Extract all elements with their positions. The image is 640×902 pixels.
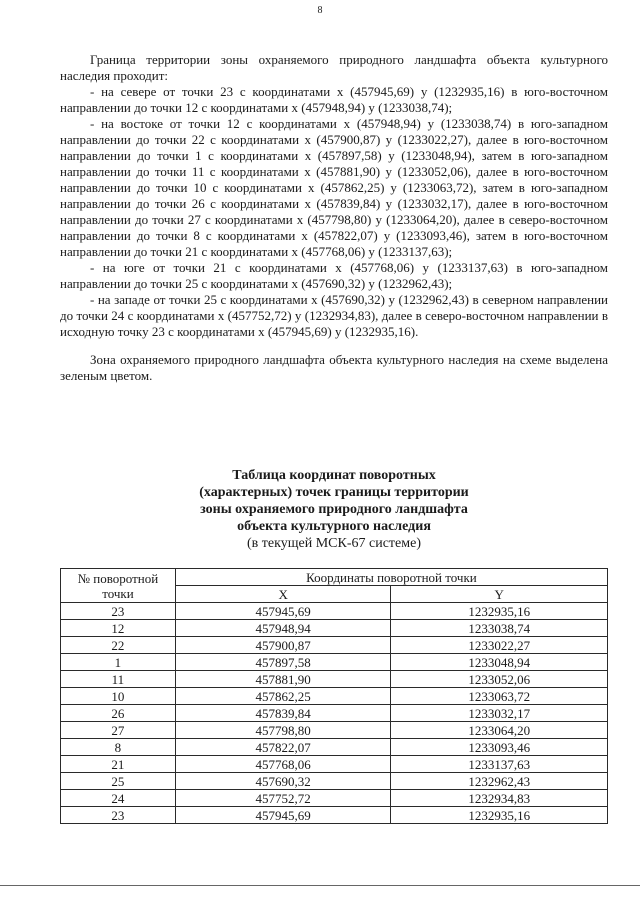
cell-point: 10 <box>61 688 176 705</box>
coordinates-table <box>60 568 608 824</box>
cell-x: 457897,58 <box>175 654 391 671</box>
page-number: 8 <box>317 5 323 16</box>
table-title <box>60 467 608 552</box>
cell-y: 1232935,16 <box>391 807 608 824</box>
table-row <box>61 790 608 807</box>
table-row <box>61 807 608 824</box>
paragraph-south: - на юге от точки 21 с координатами x (457768,06) y (1233137,63) в юго-западном направлении до точки 25 с координатами x (457690,32) y (1232962,43); <box>60 260 608 291</box>
paragraph-west: - на западе от точки 25 с координатами x (457690,32) y (1232962,43) в северном направлении до точки 24 с координатами x (457752,72) y (1232934,83), далее в северо-восточном направлении в исходную точку 23 с координатами x (457945,69) y (1232935,16). <box>60 292 608 339</box>
cell-point: 23 <box>61 603 176 620</box>
cell-x: 457822,07 <box>175 739 391 756</box>
cell-point: 21 <box>61 756 176 773</box>
cell-point: 8 <box>61 739 176 756</box>
cell-y: 1233038,74 <box>391 620 608 637</box>
table-row <box>61 688 608 705</box>
table-title-line-3: зоны охраняемого природного ландшафта <box>200 502 468 517</box>
cell-x: 457690,32 <box>175 773 391 790</box>
cell-point: 27 <box>61 722 176 739</box>
cell-y: 1232962,43 <box>391 773 608 790</box>
table-row <box>61 671 608 688</box>
cell-x: 457768,06 <box>175 756 391 773</box>
cell-point: 1 <box>61 654 176 671</box>
table-row <box>61 637 608 654</box>
cell-y: 1233064,20 <box>391 722 608 739</box>
cell-y: 1233032,17 <box>391 705 608 722</box>
boundary-description <box>60 52 608 384</box>
table-row <box>61 722 608 739</box>
table-row <box>61 739 608 756</box>
cell-y: 1233052,06 <box>391 671 608 688</box>
cell-point: 24 <box>61 790 176 807</box>
table-header-row <box>61 569 608 586</box>
table-row <box>61 756 608 773</box>
cell-point: 25 <box>61 773 176 790</box>
table-title-line-1: Таблица координат поворотных <box>232 468 436 483</box>
table-row <box>61 620 608 637</box>
table-row <box>61 705 608 722</box>
cell-point: 12 <box>61 620 176 637</box>
cell-y: 1233048,94 <box>391 654 608 671</box>
header-x: X <box>175 586 391 603</box>
paragraph-intro: Граница территории зоны охраняемого природного ландшафта объекта культурного наследия проходит: <box>60 52 608 83</box>
cell-point: 11 <box>61 671 176 688</box>
cell-y: 1233063,72 <box>391 688 608 705</box>
cell-x: 457881,90 <box>175 671 391 688</box>
cell-point: 26 <box>61 705 176 722</box>
table-body <box>61 603 608 824</box>
table-subtitle: (в текущей МСК-67 системе) <box>247 536 421 551</box>
table-title-line-4: объекта культурного наследия <box>237 519 431 534</box>
cell-point: 22 <box>61 637 176 654</box>
paragraph-north: - на севере от точки 23 с координатами x (457945,69) y (1232935,16) в юго-восточном направлении до точки 12 с координатами x (457948,94) y (1233038,74); <box>60 84 608 115</box>
cell-x: 457752,72 <box>175 790 391 807</box>
cell-x: 457948,94 <box>175 620 391 637</box>
cell-y: 1233022,27 <box>391 637 608 654</box>
paragraph-closing: Зона охраняемого природного ландшафта объекта культурного наследия на схеме выделена зеленым цветом. <box>60 352 608 383</box>
header-coordinates: Координаты поворотной точки <box>175 569 607 586</box>
cell-x: 457798,80 <box>175 722 391 739</box>
cell-x: 457945,69 <box>175 807 391 824</box>
cell-y: 1233093,46 <box>391 739 608 756</box>
paragraph-east: - на востоке от точки 12 с координатами x (457948,94) y (1233038,74) в юго-западном направлении до точки 22 с координатами x (457900,87) y (1233022,27), далее в юго-восточном направлении до точки 1 с координатами x (457897,58) y (1233048,94), затем в юго-западном направлении до точки 11 с координатами x (457881,90) y (1233052,06), далее в юго-восточном направлении до точки 10 с координатами x (457862,25) y (1233063,72), затем в юго-западном направлении до точки 26 с координатами x (457839,84) y (1233032,17), далее в юго-восточном направлении до точки 27 с координатами x (457798,80) y (1233064,20), далее в северо-восточном направлении до точки 8 с координатами x (457822,07) y (1233093,46), затем в юго-восточном направлении до точки 21 с координатами x (457768,06) y (1233137,63); <box>60 116 608 259</box>
cell-x: 457862,25 <box>175 688 391 705</box>
cell-y: 1232934,83 <box>391 790 608 807</box>
page-bottom-divider <box>0 885 640 886</box>
table-row <box>61 773 608 790</box>
table-row <box>61 654 608 671</box>
header-y: Y <box>391 586 608 603</box>
cell-y: 1233137,63 <box>391 756 608 773</box>
cell-x: 457839,84 <box>175 705 391 722</box>
table-title-line-2: (характерных) точек границы территории <box>199 485 469 500</box>
cell-y: 1232935,16 <box>391 603 608 620</box>
cell-x: 457945,69 <box>175 603 391 620</box>
header-point-number: № поворотной точки <box>61 569 176 603</box>
cell-x: 457900,87 <box>175 637 391 654</box>
cell-point: 23 <box>61 807 176 824</box>
table-row <box>61 603 608 620</box>
